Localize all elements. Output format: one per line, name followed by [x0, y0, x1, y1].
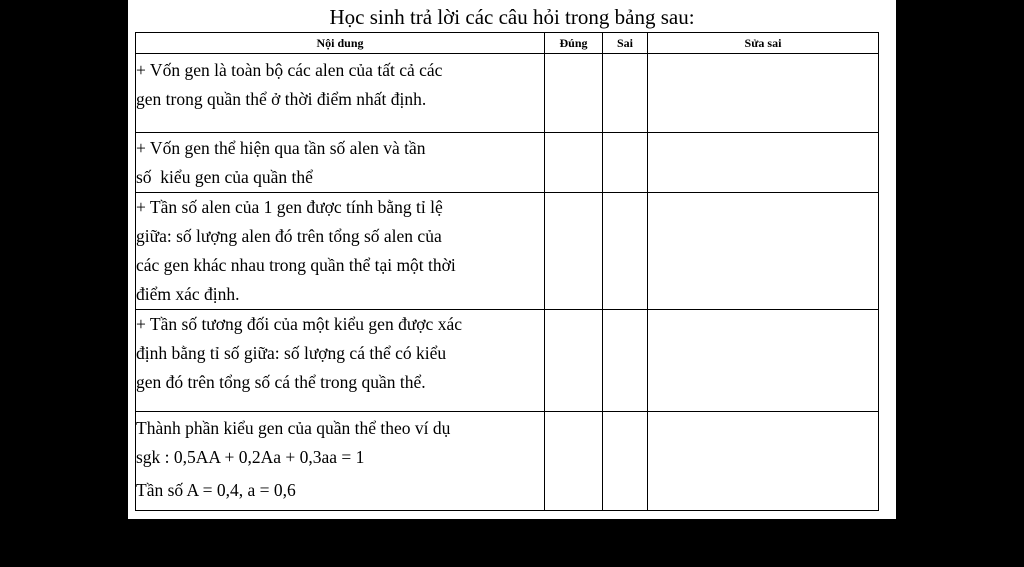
header-true: Đúng — [545, 33, 603, 54]
correction-cell[interactable] — [648, 310, 879, 412]
false-cell[interactable] — [603, 54, 648, 133]
table-header-row — [136, 33, 879, 54]
correction-cell[interactable] — [648, 133, 879, 193]
correction-cell[interactable] — [648, 54, 879, 133]
page-title: Học sinh trả lời các câu hỏi trong bảng sau: — [329, 5, 695, 29]
statement-line: + Vốn gen thể hiện qua tần số alen và tần — [136, 138, 426, 158]
false-cell[interactable] — [603, 310, 648, 412]
statement-line: + Tần số alen của 1 gen được tính bằng tỉ lệ — [136, 197, 443, 217]
statement-line: gen đó trên tổng số cá thể trong quần thể. — [136, 372, 426, 392]
statement-line: số kiểu gen của quần thể — [136, 167, 313, 187]
false-cell[interactable] — [603, 412, 648, 511]
statement-cell — [136, 193, 545, 310]
statement-cell — [136, 310, 545, 412]
correction-cell[interactable] — [648, 412, 879, 511]
statement-line: các gen khác nhau trong quần thể tại một thời — [136, 255, 456, 275]
false-cell[interactable] — [603, 133, 648, 193]
statement-line: Tần số A = 0,4, a = 0,6 — [136, 480, 296, 500]
true-cell[interactable] — [545, 412, 603, 511]
table-row — [136, 54, 879, 133]
statement-cell — [136, 133, 545, 193]
statement-line: Thành phần kiểu gen của quần thể theo ví dụ — [136, 418, 451, 438]
answer-table — [135, 32, 879, 511]
slide-page — [128, 0, 896, 519]
table-row — [136, 193, 879, 310]
header-content: Nội dung — [136, 33, 545, 54]
statement-line: + Tần số tương đối của một kiểu gen được xác — [136, 314, 462, 334]
statement-line: gen trong quần thể ở thời điểm nhất định. — [136, 89, 427, 109]
true-cell[interactable] — [545, 54, 603, 133]
statement-line: định bằng tỉ số giữa: số lượng cá thể có kiểu — [136, 343, 447, 363]
correction-cell[interactable] — [648, 193, 879, 310]
true-cell[interactable] — [545, 310, 603, 412]
header-correction: Sửa sai — [648, 33, 879, 54]
statement-line: + Vốn gen là toàn bộ các alen của tất cả các — [136, 60, 443, 80]
true-cell[interactable] — [545, 133, 603, 193]
statement-line: giữa: số lượng alen đó trên tổng số alen của — [136, 226, 442, 246]
table-row — [136, 310, 879, 412]
statement-cell — [136, 412, 545, 511]
statement-line: sgk : 0,5AA + 0,2Aa + 0,3aa = 1 — [136, 447, 365, 467]
table-row — [136, 412, 879, 511]
statement-cell — [136, 54, 545, 133]
header-false: Sai — [603, 33, 648, 54]
table-row — [136, 133, 879, 193]
false-cell[interactable] — [603, 193, 648, 310]
statement-line: điểm xác định. — [136, 284, 240, 304]
true-cell[interactable] — [545, 193, 603, 310]
